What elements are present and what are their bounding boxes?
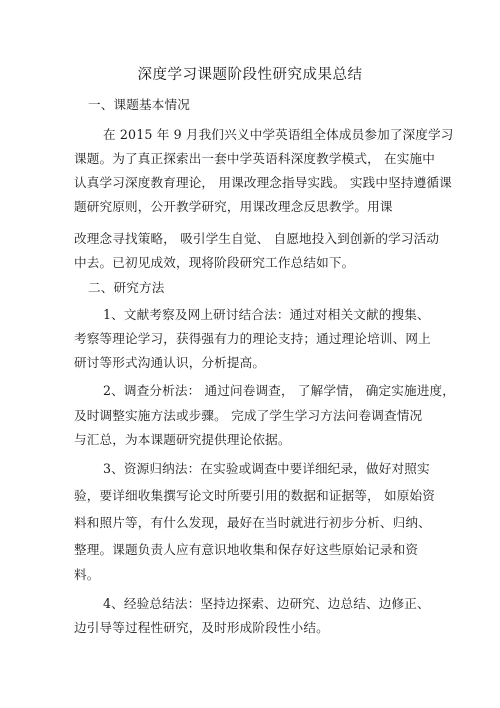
- section-heading-methods: 二、研究方法: [88, 280, 165, 295]
- paragraph-line: 题研究原则，公开教学研究，用课改理念反思教学。用课: [74, 199, 393, 214]
- paragraph-line: 认真学习深度教育理论， 用课改理念指导实践。 实践中坚持遵循课: [74, 175, 452, 190]
- paragraph-line: 验，要详细收集撰写论文时所要引用的数据和证据等， 如原始资: [74, 488, 435, 503]
- paragraph-line: 整理。课题负责人应有意识地收集和保存好这些原始记录和资: [74, 542, 419, 557]
- paragraph-line: 改理念寻找策略， 吸引学生自觉、 自愿地投入到创新的学习活动: [74, 231, 440, 246]
- paragraph-line: 中去。已初见成效，现将阶段研究工作总结如下。: [74, 255, 355, 270]
- paragraph-line: 4、经验总结法：坚持边探索、边研究、边总结、边修正、: [103, 596, 430, 611]
- paragraph-line: 1、文献考察及网上研讨结合法：通过对相关文献的搜集、: [103, 307, 430, 322]
- paragraph-line: 边引导等过程性研究，及时形成阶段性小结。: [74, 620, 329, 635]
- section-heading-basic-info: 一、课题基本情况: [88, 97, 190, 112]
- document-title: 深度学习课题阶段性研究成果总结: [137, 67, 363, 83]
- paragraph-line: 与汇总，为本课题研究提供理论依据。: [74, 432, 291, 447]
- paragraph-line: 在 2015 年 9 月我们兴义中学英语组全体成员参加了深度学习: [103, 127, 454, 142]
- paragraph-line: 3、资源归纳法：在实验或调查中要详细纪录，做好对照实: [103, 461, 430, 476]
- paragraph-line: 料和照片等，有什么发现，最好在当时就进行初步分析、归纳、: [74, 515, 431, 530]
- paragraph-line: 及时调整实施方法或步骤。 完成了学生学习方法问卷调查情况: [74, 408, 423, 423]
- paragraph-line: 课题。为了真正探索出一套中学英语科深度教学模式， 在实施中: [74, 151, 435, 166]
- paragraph-line: 料。: [74, 567, 100, 582]
- paragraph-line: 2、调查分析法： 通过问卷调查， 了解学情， 确定实施进度，: [103, 383, 455, 398]
- paragraph-line: 考察等理论学习，获得强有力的理论支持；通过理论培训、网上: [74, 331, 431, 346]
- paragraph-line: 研讨等形式沟通认识，分析提高。: [74, 355, 266, 370]
